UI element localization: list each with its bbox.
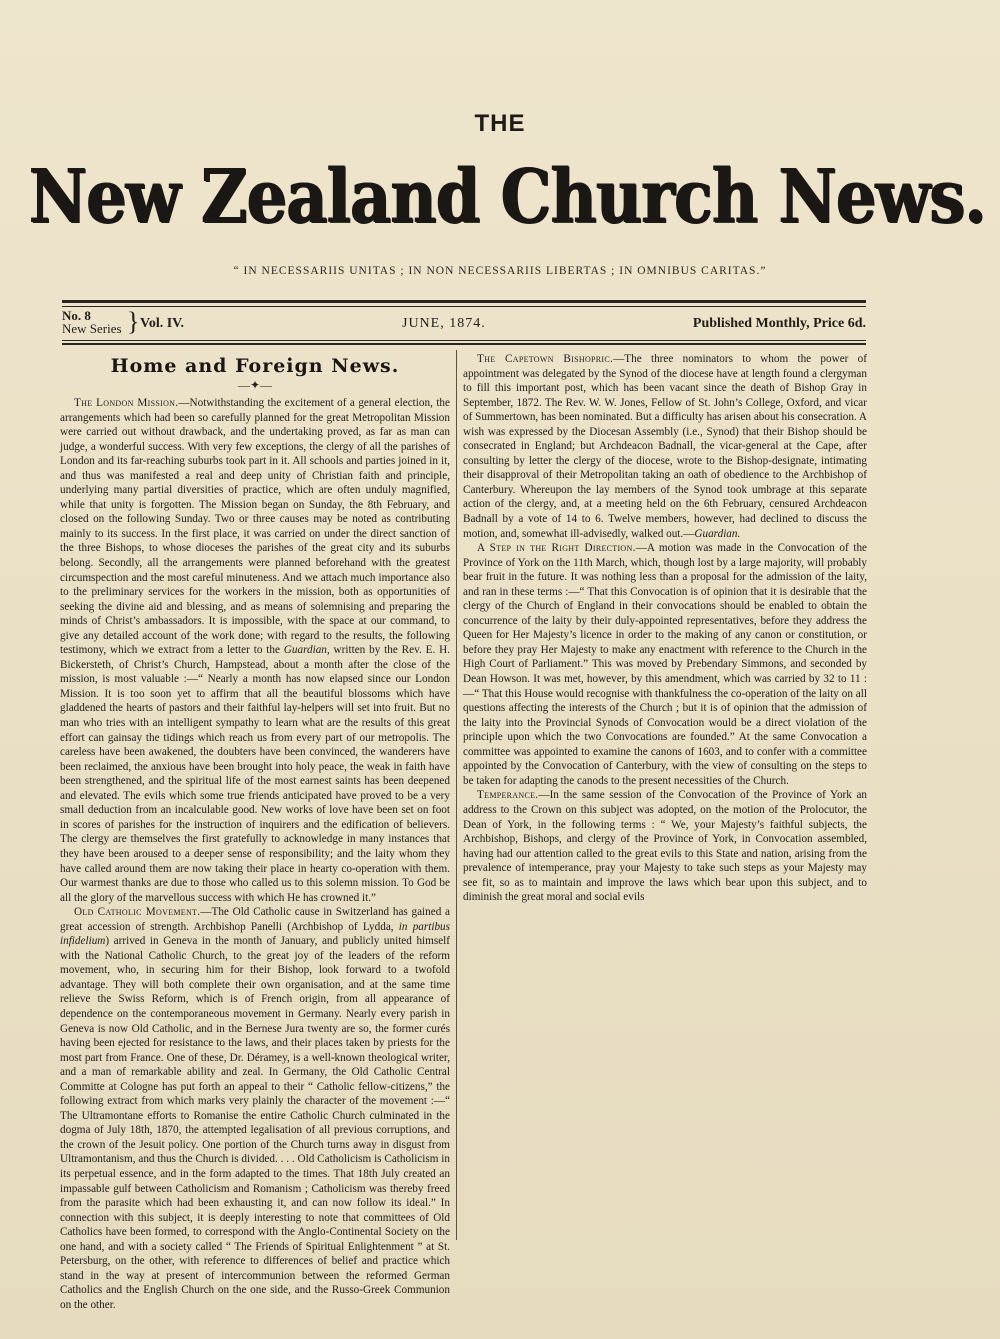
masthead-motto: “ IN NECESSARIIS UNITAS ; IN NON NECESSARIIS LIBERTAS ; IN OMNIBUS CARITAS.” xyxy=(233,265,767,277)
issue-number: No. 8 xyxy=(62,308,91,323)
rule xyxy=(62,340,866,341)
article-temperance xyxy=(463,788,867,904)
issue-number-block xyxy=(62,309,122,335)
article-heading: Old Catholic Movement. xyxy=(74,906,201,919)
article-latin: in partibus infidelium xyxy=(60,920,450,948)
issue-series: New Series xyxy=(62,321,122,336)
issue-date: JUNE, 1874. xyxy=(402,316,486,331)
article-text: —The Old Catholic cause in Switzerland has gained a great accession of strength. Archbishop Panelli (Archbishop of Lydda, xyxy=(60,906,450,933)
article-text: —The three nominators to whom the power of appointment was delegated by the Synod of the diocese have at length found a clergyman to fill this important post, which has been vacant since the death of Bishop Gray in September, 1872. The Rev. W. W. Jones, Fellow of St. John’s College, Oxford, and vicar of Summertown, has been nominated. But a difficulty has arisen about his consecration. A wish was expressed by the Diocesan Assembly (i.e., Synod) that their Bishop should be consecrated in England; but Archdeacon Badnall, the vicar-general at the Cape, after consulting by letter the clergy of the diocese, wrote to the Bishop-designate, intimating their disapproval of their Metropolitan taking an oath of obedience to the Archbishop of Canterbury. Whereupon the lay members of the Synod took umbrage at this separate action of the clergy, and, at a meeting held on the 6th February, censured Archdeacon Badnall by a vote of 14 to 6. Twelve members, however, had declined to discuss the motion, and, somewhat ill-advisedly, walked out.— xyxy=(463,353,867,540)
rule xyxy=(62,306,866,307)
column-right xyxy=(463,352,867,905)
article-london-mission xyxy=(60,396,450,905)
masthead-title: New Zealand Church News. xyxy=(29,154,986,240)
article-text: written by the Rev. E. H. Bickersteth, of Christ’s Church, Hampstead, about a month after the close of the mission, is most valuable :—“ Nearly a month has now elapsed since our London Mission. It is too soon yet to affirm that all the beautiful blossoms which have gladdened the hearts of pastors and their faithful lay-helpers will set into fruit. But no man who tries with an intelligent sympathy to learn what are the results of this great effort can gainsay the tidings which reach us from every part of our metropolis. The careless have been awakened, the doubters have been convinced, the wanderers have been reclaimed, the anxious have been brought into holy peace, the weak in faith have been strengthened, and the spiritual life of the most earnest saints has been deepened and elevated. The evils which some true friends anticipated have proved to be a very small deduction from an incalculable good. New works of love have been set on foot in scores of parishes for the instruction of inquirers and the edification of believers. The clergy are themselves the first gratefully to acknowledge in many instances that they have been aroused to a deeper sense of responsibility; and the laity whom they have called around them are now taking their place in hearty co-operation with them. Our warmest thanks are due to those who called us to this solemn mission. To God be all the glory of the marvellous success with which He has crowned it.” xyxy=(60,644,450,904)
rule xyxy=(62,300,866,303)
article-text: —A motion was made in the Convocation of the Province of York on the 11th March, which, though lost by a large majority, will probably bear fruit in the future. It was nothing less than a proposal for the admission of the laity, and ran in these terms :—“ That this Convocation is of opinion that it is desirable that the clergy of the Church of England in their convocations should be enabled to obtain the concurrence of the laity by their duly-appointed representatives, before they address the Queen for Her Majesty’s licence in order to the making of any canon or constitution, or before they pray Her Majesty to make any enactment with reference to the Church in the High Court of Parliament.” This was moved by Prebendary Simmons, and seconded by Dean Howson. It was met, however, by this amendment, which was carried by 32 to 11 :—“ That this House would recognise with thankfulness the co-operation of the laity on all questions affecting the interests of the Church ; but it is of opinion that the admission of the laity into the Provincial Synods of Convocation would be a direct violation of the principle upon which the two Convocations are founded.” At the same Convocation a committee was appointed to examine the canons of 1603, and to confer with a committee appointed by the Convocation of Canterbury, with the view of consulting on the steps to be taken for adapting the canods to the present necessities of the Church. xyxy=(463,542,867,787)
article-heading: Temperance. xyxy=(477,789,539,802)
article-source: Guardian. xyxy=(694,527,741,540)
issue-price: Published Monthly, Price 6d. xyxy=(692,316,866,331)
issue-volume: Vol. IV. xyxy=(140,316,184,331)
issue-bar xyxy=(62,309,866,337)
masthead-article: THE xyxy=(474,110,526,137)
brace-icon: } xyxy=(127,307,140,336)
article-capetown xyxy=(463,352,867,541)
article-heading: A Step in the Right Direction. xyxy=(477,542,636,555)
article-text: ) arrived in Geneva in the month of January, and publicly united himself with the National Catholic Church, to the great joy of the leaders of the reform movement, who, in securing him for their Bishop, look forward to a twofold advantage. They will both complete their own organisation, and at the same time relieve the Swiss Reform, which is of French origin, from all appearance of dependence on the contemporaneous movement in Germany. Nearly every parish in Geneva is now Old Catholic, and in the Bernese Jura twenty are so, the former curés having been ejected for resistance to the laws, and their places taken by priests for the most part from France. One of these, Dr. Déramey, is a well-known theological writer, and a man of remarkable ability and zeal. In Germany, the Old Catholic Central Committe at Cologne has put forth an appeal to their “ Catholic fellow-citizens,” the following extract from which marks very plainly the character of the movement :—“ The Ultramontane efforts to Romanise the entire Catholic Church culminated in the dogma of July 18th, 1870, the attempted legalisation of all previous corruptions, and the crown of the Jesuit policy. One portion of the Church turns away in disgust from Ultramontanism, and thus the Church is divided. . . . Old Catholicism is Catholicism in its perpetual essence, and in the form adapted to the times. That 18th July created an impassable gulf between Catholicism and Romanism ; Catholicism was thereby freed from the parasite which had been exhausting it, and can now follow its ideal.” In connection with this subject, it is deeply interesting to note that committees of Old Catholics have been formed, to correspond with the Anglo-Continental Society on the one hand, and with a society called “ The Friends of Spiritual Enlightenment ” at St. Petersburg, on the other, with reference to differences of belief and practice which stand in the way at present of intercommunion between the reformed German Catholics and the English Church on the one side, and the Russo-Greek Communion on the other. xyxy=(60,935,450,1311)
rule xyxy=(62,343,866,345)
article-right-direction xyxy=(463,541,867,788)
column-left xyxy=(60,352,450,1312)
article-heading: The Capetown Bishopric. xyxy=(477,353,614,365)
column-divider xyxy=(456,350,457,1240)
ornament-icon: —✦— xyxy=(237,378,273,392)
section-title: Home and Foreign News. xyxy=(110,355,400,377)
article-text: —In the same session of the Convocation of the Province of York an address to the Crown on this subject was adopted, on the motion of the Prolocutor, the Dean of York, in the following terms : “ We, your Majesty’s faithful subjects, the Archbishop, Bishops, and clergy of the Province of York, in Convocation assembled, having had our attention called to the great evils to this State and nation, arising from the prevalence of intemperance, pray your Majesty to take such steps as your Majesty may see fit, so as to maintain and improve the laws which bear upon this subject, and to diminish the great moral and social evils xyxy=(463,789,867,904)
article-old-catholic xyxy=(60,905,450,1312)
article-heading: The London Mission. xyxy=(74,397,179,409)
article-text: —Notwithstanding the excitement of a general election, the arrangements which had been so carefully planned for the great Metropolitan Mission were carried out without drawback, and the undertaking proved, as far as man can judge, a wonderful success. With very few exceptions, the clergy of all the parishes of London and its far-reaching suburbs took part in it. All schools and parties joined in it, and thus was manifested a real and deep unity of Christian faith and principle, underlying many partial diversities of practice, which are often unduly magnified, while that unity is forgotten. The Mission began on Sunday, the 8th February, and closed on the following Sunday. Two or three causes may be noted as contributing mainly to its success. In the first place, it was carried on under the direct sanction of the three Bishops, to whose dioceses the parishes of the great city and its suburbs belong. Secondly, all the arrangements were planned beforehand with the greatest circumspection and the most careful minuteness. And we attach much importance also to the preliminary services for the workers in the mission, both as opportunities of seeking the divine aid and blessing, and as means of solemnising and preparing the minds of Christ’s ambassadors. It is impossible, with the space at our command, to give any detailed account of the work done; with regard to the results, the following testimony, which we extract from a letter to the xyxy=(60,397,450,657)
article-source: Guardian, xyxy=(283,644,330,657)
